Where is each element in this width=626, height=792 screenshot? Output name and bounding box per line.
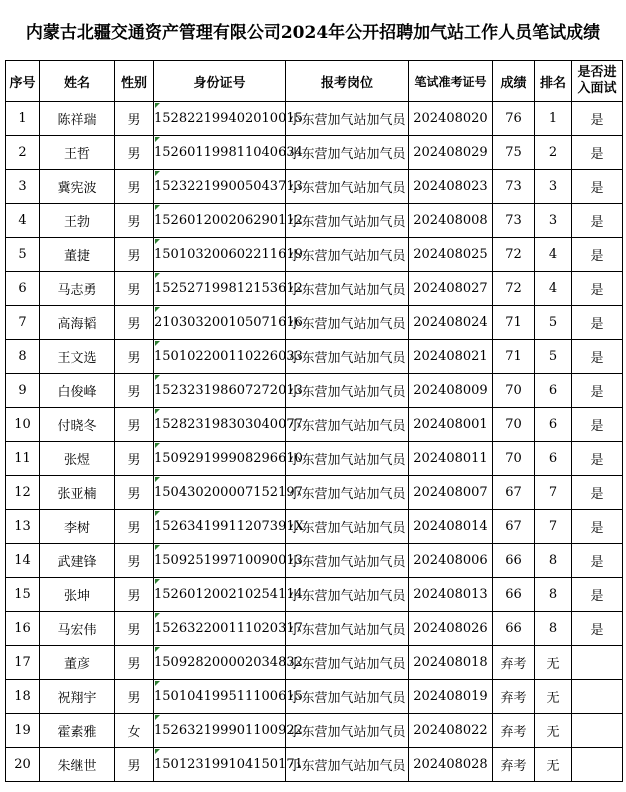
cell-interview: 是 [572, 476, 623, 510]
cell-name: 张煜 [40, 442, 115, 476]
cell-id-number: 150123199104150171 [154, 748, 286, 782]
cell-id-number: 150103200602211619 [154, 238, 286, 272]
cell-score: 弃考 [493, 680, 535, 714]
cell-name: 武建锋 [40, 544, 115, 578]
cell-name: 祝翔宇 [40, 680, 115, 714]
page-title: 内蒙古北疆交通资产管理有限公司2024年公开招聘加气站工作人员笔试成绩 [25, 23, 601, 43]
cell-rank: 8 [535, 544, 572, 578]
cell-seq: 12 [6, 476, 40, 510]
cell-id-number: 152823198303040077 [154, 408, 286, 442]
cell-exam-number: 202408027 [409, 272, 493, 306]
cell-position: 小东营加气站加气员 [286, 136, 409, 170]
table-row [6, 646, 623, 680]
table-row [6, 102, 623, 136]
cell-score: 73 [493, 170, 535, 204]
cell-id-number: 150929199908296610 [154, 442, 286, 476]
header-exam-number: 笔试准考证号 [409, 61, 493, 102]
table-row [6, 544, 623, 578]
cell-seq: 2 [6, 136, 40, 170]
cell-exam-number: 202408014 [409, 510, 493, 544]
cell-name: 王哲 [40, 136, 115, 170]
header-score: 成绩 [493, 61, 535, 102]
cell-exam-number: 202408020 [409, 102, 493, 136]
cell-id-number: 152632200111020317 [154, 612, 286, 646]
cell-rank: 6 [535, 442, 572, 476]
cell-score: 弃考 [493, 748, 535, 782]
cell-name: 董彦 [40, 646, 115, 680]
cell-exam-number: 202408019 [409, 680, 493, 714]
cell-exam-number: 202408028 [409, 748, 493, 782]
table-row [6, 136, 623, 170]
cell-score: 70 [493, 408, 535, 442]
cell-seq: 17 [6, 646, 40, 680]
table-row [6, 170, 623, 204]
cell-gender: 男 [115, 578, 154, 612]
cell-seq: 19 [6, 714, 40, 748]
cell-exam-number: 202408001 [409, 408, 493, 442]
cell-rank: 3 [535, 170, 572, 204]
cell-exam-number: 202408018 [409, 646, 493, 680]
cell-id-number: 210303200105071616 [154, 306, 286, 340]
cell-seq: 16 [6, 612, 40, 646]
cell-interview: 是 [572, 408, 623, 442]
cell-exam-number: 202408021 [409, 340, 493, 374]
cell-score: 71 [493, 340, 535, 374]
table-row [6, 272, 623, 306]
cell-score: 70 [493, 374, 535, 408]
cell-interview: 是 [572, 170, 623, 204]
cell-name: 陈祥瑞 [40, 102, 115, 136]
cell-interview: 是 [572, 340, 623, 374]
cell-score: 70 [493, 442, 535, 476]
cell-position: 小东营加气站加气员 [286, 442, 409, 476]
score-table [5, 60, 623, 782]
cell-rank: 1 [535, 102, 572, 136]
cell-interview: 是 [572, 238, 623, 272]
cell-seq: 1 [6, 102, 40, 136]
cell-score: 66 [493, 578, 535, 612]
cell-position: 小东营加气站加气员 [286, 680, 409, 714]
cell-name: 张坤 [40, 578, 115, 612]
cell-position: 小东营加气站加气员 [286, 306, 409, 340]
table-row [6, 442, 623, 476]
cell-position: 小东营加气站加气员 [286, 170, 409, 204]
cell-id-number: 150104199511100615 [154, 680, 286, 714]
cell-seq: 20 [6, 748, 40, 782]
cell-score: 71 [493, 306, 535, 340]
cell-gender: 男 [115, 102, 154, 136]
cell-gender: 男 [115, 476, 154, 510]
table-row [6, 238, 623, 272]
cell-rank: 6 [535, 374, 572, 408]
cell-score: 73 [493, 204, 535, 238]
cell-rank: 5 [535, 306, 572, 340]
cell-name: 王文选 [40, 340, 115, 374]
cell-gender: 男 [115, 748, 154, 782]
cell-score: 弃考 [493, 714, 535, 748]
cell-exam-number: 202408009 [409, 374, 493, 408]
cell-score: 67 [493, 510, 535, 544]
cell-seq: 15 [6, 578, 40, 612]
cell-gender: 男 [115, 612, 154, 646]
cell-gender: 男 [115, 306, 154, 340]
cell-gender: 男 [115, 544, 154, 578]
cell-score: 72 [493, 272, 535, 306]
cell-position: 小东营加气站加气员 [286, 408, 409, 442]
cell-name: 冀宪波 [40, 170, 115, 204]
cell-interview: 是 [572, 510, 623, 544]
table-row [6, 204, 623, 238]
cell-position: 小东营加气站加气员 [286, 578, 409, 612]
header-interview-line1: 是否进 [577, 65, 617, 80]
cell-score: 76 [493, 102, 535, 136]
cell-rank: 4 [535, 238, 572, 272]
cell-id-number: 152323198607272013 [154, 374, 286, 408]
cell-seq: 6 [6, 272, 40, 306]
cell-rank: 3 [535, 204, 572, 238]
table-row [6, 306, 623, 340]
cell-gender: 男 [115, 136, 154, 170]
cell-position: 小东营加气站加气员 [286, 612, 409, 646]
cell-id-number: 152322199005043713 [154, 170, 286, 204]
header-interview-line2: 入面试 [577, 81, 617, 96]
cell-id-number: 150925199710090013 [154, 544, 286, 578]
cell-gender: 男 [115, 204, 154, 238]
cell-name: 付晓冬 [40, 408, 115, 442]
cell-seq: 10 [6, 408, 40, 442]
cell-id-number: 150928200002034832 [154, 646, 286, 680]
cell-position: 小东营加气站加气员 [286, 748, 409, 782]
cell-exam-number: 202408008 [409, 204, 493, 238]
cell-position: 小东营加气站加气员 [286, 374, 409, 408]
cell-position: 小东营加气站加气员 [286, 714, 409, 748]
cell-seq: 8 [6, 340, 40, 374]
cell-position: 小东营加气站加气员 [286, 272, 409, 306]
cell-gender: 男 [115, 442, 154, 476]
table-row [6, 748, 623, 782]
cell-position: 小东营加气站加气员 [286, 204, 409, 238]
cell-id-number: 152632199901100922 [154, 714, 286, 748]
cell-score: 72 [493, 238, 535, 272]
cell-id-number: 15263419911207391X [154, 510, 286, 544]
header-position: 报考岗位 [286, 61, 409, 102]
header-seq: 序号 [6, 61, 40, 102]
cell-exam-number: 202408023 [409, 170, 493, 204]
cell-name: 朱继世 [40, 748, 115, 782]
cell-seq: 14 [6, 544, 40, 578]
cell-name: 白俊峰 [40, 374, 115, 408]
cell-exam-number: 202408013 [409, 578, 493, 612]
header-name: 姓名 [40, 61, 115, 102]
cell-id-number: 152601200210254114 [154, 578, 286, 612]
cell-interview: 是 [572, 204, 623, 238]
cell-position: 小东营加气站加气员 [286, 340, 409, 374]
cell-seq: 18 [6, 680, 40, 714]
cell-rank: 无 [535, 748, 572, 782]
cell-rank: 6 [535, 408, 572, 442]
header-gender: 性别 [115, 61, 154, 102]
cell-gender: 男 [115, 238, 154, 272]
cell-name: 霍素雅 [40, 714, 115, 748]
header-rank: 排名 [535, 61, 572, 102]
cell-gender: 男 [115, 680, 154, 714]
cell-exam-number: 202408029 [409, 136, 493, 170]
cell-interview: 是 [572, 544, 623, 578]
header-interview [572, 61, 623, 102]
cell-interview: 是 [572, 102, 623, 136]
cell-interview: 是 [572, 136, 623, 170]
cell-score: 67 [493, 476, 535, 510]
table-row [6, 374, 623, 408]
cell-rank: 无 [535, 680, 572, 714]
cell-rank: 8 [535, 612, 572, 646]
cell-seq: 11 [6, 442, 40, 476]
cell-position: 小东营加气站加气员 [286, 476, 409, 510]
cell-name: 王勃 [40, 204, 115, 238]
cell-gender: 男 [115, 340, 154, 374]
table-row [6, 408, 623, 442]
cell-rank: 7 [535, 510, 572, 544]
table-row [6, 578, 623, 612]
cell-name: 董捷 [40, 238, 115, 272]
table-row [6, 680, 623, 714]
cell-rank: 4 [535, 272, 572, 306]
cell-interview [572, 646, 623, 680]
cell-id-number: 152601199811040634 [154, 136, 286, 170]
cell-interview: 是 [572, 442, 623, 476]
cell-seq: 4 [6, 204, 40, 238]
table-row [6, 340, 623, 374]
header-row [6, 61, 623, 102]
table-body [6, 102, 623, 782]
cell-seq: 5 [6, 238, 40, 272]
cell-rank: 7 [535, 476, 572, 510]
cell-score: 66 [493, 544, 535, 578]
cell-gender: 男 [115, 272, 154, 306]
cell-id-number: 150102200110226033 [154, 340, 286, 374]
cell-score: 弃考 [493, 646, 535, 680]
cell-rank: 5 [535, 340, 572, 374]
cell-seq: 7 [6, 306, 40, 340]
cell-gender: 女 [115, 714, 154, 748]
cell-seq: 9 [6, 374, 40, 408]
cell-exam-number: 202408024 [409, 306, 493, 340]
cell-name: 张亚楠 [40, 476, 115, 510]
cell-seq: 3 [6, 170, 40, 204]
cell-gender: 男 [115, 170, 154, 204]
cell-exam-number: 202408022 [409, 714, 493, 748]
table-row [6, 476, 623, 510]
cell-interview: 是 [572, 374, 623, 408]
cell-gender: 男 [115, 408, 154, 442]
cell-name: 马宏伟 [40, 612, 115, 646]
cell-exam-number: 202408006 [409, 544, 493, 578]
cell-rank: 2 [535, 136, 572, 170]
cell-position: 小东营加气站加气员 [286, 510, 409, 544]
cell-interview: 是 [572, 306, 623, 340]
cell-exam-number: 202408007 [409, 476, 493, 510]
cell-rank: 8 [535, 578, 572, 612]
cell-rank: 无 [535, 646, 572, 680]
cell-interview [572, 714, 623, 748]
table-row [6, 510, 623, 544]
cell-gender: 男 [115, 374, 154, 408]
cell-gender: 男 [115, 510, 154, 544]
table-row [6, 612, 623, 646]
cell-name: 高海韬 [40, 306, 115, 340]
cell-name: 李树 [40, 510, 115, 544]
cell-position: 小东营加气站加气员 [286, 102, 409, 136]
cell-name: 马志勇 [40, 272, 115, 306]
cell-exam-number: 202408026 [409, 612, 493, 646]
cell-position: 小东营加气站加气员 [286, 238, 409, 272]
cell-gender: 男 [115, 646, 154, 680]
table-row [6, 714, 623, 748]
cell-position: 小东营加气站加气员 [286, 544, 409, 578]
cell-id-number: 152822199402010015 [154, 102, 286, 136]
cell-interview: 是 [572, 272, 623, 306]
cell-id-number: 152527199812153612 [154, 272, 286, 306]
cell-interview [572, 748, 623, 782]
cell-interview: 是 [572, 578, 623, 612]
cell-exam-number: 202408025 [409, 238, 493, 272]
cell-position: 小东营加气站加气员 [286, 646, 409, 680]
cell-interview: 是 [572, 612, 623, 646]
header-id-number: 身份证号 [154, 61, 286, 102]
cell-rank: 无 [535, 714, 572, 748]
cell-seq: 13 [6, 510, 40, 544]
cell-interview [572, 680, 623, 714]
cell-score: 66 [493, 612, 535, 646]
cell-score: 75 [493, 136, 535, 170]
cell-id-number: 150430200007152197 [154, 476, 286, 510]
cell-id-number: 152601200206290112 [154, 204, 286, 238]
cell-exam-number: 202408011 [409, 442, 493, 476]
